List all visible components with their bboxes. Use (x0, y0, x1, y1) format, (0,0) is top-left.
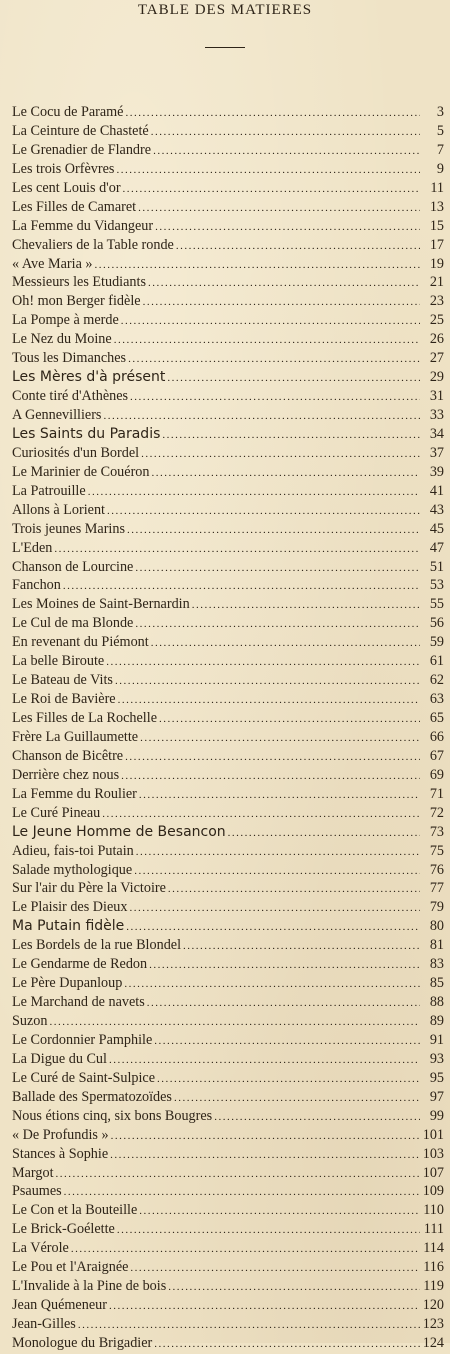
toc-entry (12, 482, 444, 501)
toc-entry-page: 93 (429, 1050, 444, 1067)
toc-entry-title: La Patrouille (12, 482, 86, 499)
dot-leader (162, 426, 420, 445)
toc-entry-page: 56 (429, 615, 444, 632)
dot-leader (71, 1240, 420, 1259)
table-of-contents (12, 103, 444, 1353)
toc-entry (12, 747, 444, 766)
toc-entry-page: 21 (429, 274, 444, 291)
toc-entry-page: 5 (436, 122, 444, 139)
toc-entry-page: 61 (429, 653, 444, 670)
toc-entry-title: Nous étions cinq, six bons Bougres (12, 1107, 213, 1124)
toc-entry-title: Le Bateau de Vits (12, 672, 113, 689)
toc-entry-title: Les Saints du Paradis (12, 425, 161, 442)
dot-leader (153, 142, 420, 161)
toc-entry-page: 45 (429, 520, 444, 537)
dot-leader (114, 331, 420, 350)
toc-entry-title: Monologue du Brigadier (12, 1334, 153, 1351)
toc-entry (12, 1220, 444, 1239)
toc-entry (12, 1088, 444, 1107)
dot-leader (130, 1259, 420, 1278)
toc-entry-page: 19 (429, 255, 444, 272)
toc-entry-page: 39 (429, 463, 444, 480)
toc-entry-page: 107 (422, 1164, 444, 1181)
toc-entry (12, 1126, 444, 1145)
dot-leader (121, 767, 420, 786)
toc-entry-title: Le Nez du Moine (12, 331, 112, 348)
dot-leader (151, 123, 420, 142)
toc-entry (12, 558, 444, 577)
toc-entry (12, 444, 444, 463)
toc-entry-page: 43 (429, 501, 444, 518)
dot-leader (128, 350, 420, 369)
toc-entry-page: 15 (429, 217, 444, 234)
toc-entry-page: 17 (429, 236, 444, 253)
toc-entry-title: A Gennevilliers (12, 407, 102, 423)
dot-leader (125, 748, 420, 767)
toc-entry (12, 217, 444, 236)
toc-entry-page: 81 (429, 937, 444, 954)
toc-entry (12, 179, 444, 198)
toc-entry-title: Allons à Lorient (12, 501, 105, 518)
toc-entry (12, 709, 444, 728)
toc-entry-title: Les trois Orfèvres (12, 160, 115, 177)
dot-leader (168, 880, 420, 899)
toc-entry (12, 1239, 444, 1258)
dot-leader (102, 805, 420, 824)
toc-entry (12, 255, 444, 274)
toc-entry (12, 330, 444, 349)
toc-entry (12, 993, 444, 1012)
dot-leader (174, 1089, 420, 1108)
toc-entry-page: 71 (429, 785, 444, 802)
dot-leader (64, 1183, 420, 1202)
toc-entry-page: 111 (423, 1221, 444, 1238)
toc-entry (12, 955, 444, 974)
dot-leader (116, 161, 420, 180)
toc-entry-title: Le Roi de Bavière (12, 691, 116, 708)
toc-entry-title: Tous les Dimanches (12, 350, 127, 367)
toc-entry-page: 110 (423, 1202, 444, 1219)
toc-entry-title: La Ceinture de Chasteté (12, 122, 149, 139)
toc-entry-page: 73 (429, 823, 444, 840)
toc-entry-page: 59 (429, 634, 444, 651)
dot-leader (123, 180, 420, 199)
toc-entry (12, 804, 444, 823)
toc-entry-title: Conte tiré d'Athènes (12, 388, 129, 405)
toc-entry-page: 75 (429, 842, 444, 859)
toc-entry (12, 406, 444, 425)
toc-entry-title: Messieurs les Etudiants (12, 274, 146, 291)
dot-leader (138, 199, 420, 218)
toc-entry-page: 77 (429, 880, 444, 897)
toc-entry-page: 101 (422, 1126, 444, 1143)
toc-entry-title: Les Moines de Saint-Bernardin (12, 596, 190, 613)
dot-leader (78, 1316, 420, 1335)
toc-entry (12, 917, 444, 936)
dot-leader (136, 843, 420, 862)
dot-leader (130, 388, 420, 407)
dot-leader (140, 729, 420, 748)
toc-entry-title: Chevaliers de la Table ronde (12, 236, 174, 253)
toc-entry-page: 80 (429, 918, 444, 935)
toc-entry (12, 652, 444, 671)
toc-entry-title: La Femme du Roulier (12, 785, 137, 802)
dot-leader (107, 502, 420, 521)
toc-entry (12, 728, 444, 747)
toc-entry (12, 936, 444, 955)
dot-leader (141, 445, 420, 464)
toc-entry-title: Le Con et la Bouteille (12, 1202, 138, 1219)
dot-leader (126, 918, 420, 937)
toc-entry-title: Salade mythologique (12, 861, 133, 878)
toc-entry-title: La Digue du Cul (12, 1050, 107, 1067)
toc-entry (12, 292, 444, 311)
toc-entry-page: 89 (429, 1013, 444, 1029)
toc-entry-title: En revenant du Piémont (12, 634, 149, 651)
toc-entry-title: Les cent Louis d'or (12, 179, 121, 196)
toc-entry-title: « Ave Maria » (12, 255, 93, 272)
toc-entry-title: Le Jeune Homme de Besancon (12, 823, 226, 840)
toc-entry-title: Trois jeunes Marins (12, 520, 125, 537)
dot-leader (124, 975, 420, 994)
dot-leader (147, 994, 420, 1013)
toc-entry-title: Le Pou et l'Araignée (12, 1259, 129, 1276)
toc-entry (12, 595, 444, 614)
toc-entry-title: Chanson de Lourcine (12, 558, 134, 575)
toc-entry (12, 520, 444, 539)
toc-entry (12, 141, 444, 160)
toc-entry-page: 123 (422, 1316, 444, 1332)
dot-leader (95, 256, 420, 275)
toc-entry (12, 103, 444, 122)
toc-entry (12, 614, 444, 633)
dot-leader (214, 1108, 420, 1127)
dot-leader (103, 407, 420, 426)
toc-entry-title: Curiosités d'un Bordel (12, 444, 140, 461)
toc-entry-title: Adieu, fais-toi Putain (12, 842, 134, 859)
toc-entry-title: La belle Biroute (12, 653, 105, 670)
dot-leader (129, 899, 420, 918)
dot-leader (106, 653, 420, 672)
dot-leader (139, 1202, 420, 1221)
toc-entry-title: Le Cordonnier Pamphile (12, 1031, 153, 1048)
toc-entry-title: « De Profundis » (12, 1126, 109, 1143)
toc-entry (12, 898, 444, 917)
toc-entry (12, 425, 444, 444)
dot-leader (176, 237, 420, 256)
dot-leader (54, 540, 420, 559)
dot-leader (149, 956, 420, 975)
dot-leader (118, 691, 420, 710)
toc-entry-title: Chanson de Bicêtre (12, 747, 124, 764)
toc-entry-page: 124 (422, 1334, 444, 1351)
toc-entry-title: Margot (12, 1164, 54, 1181)
toc-entry-page: 63 (429, 691, 444, 708)
dot-leader (152, 464, 421, 483)
dot-leader (88, 483, 420, 502)
toc-entry (12, 539, 444, 558)
toc-entry (12, 273, 444, 292)
toc-entry (12, 122, 444, 141)
dot-leader (157, 1070, 420, 1089)
dot-leader (135, 615, 420, 634)
dot-leader (109, 1051, 420, 1070)
toc-entry-title: Les Bordels de la rue Blondel (12, 937, 182, 954)
toc-entry-page: 55 (429, 596, 444, 613)
toc-entry-page: 66 (429, 728, 444, 745)
dot-leader (139, 786, 420, 805)
dot-leader (167, 369, 420, 388)
toc-entry-page: 25 (429, 312, 444, 329)
toc-entry-page: 27 (429, 350, 444, 367)
toc-entry (12, 198, 444, 217)
toc-entry (12, 785, 444, 804)
dot-leader (111, 1127, 420, 1146)
dot-leader (56, 1165, 420, 1184)
toc-entry (12, 690, 444, 709)
dot-leader (143, 293, 420, 312)
toc-entry-page: 62 (429, 672, 444, 689)
toc-entry-page: 120 (422, 1297, 444, 1314)
toc-entry-page: 103 (422, 1145, 444, 1162)
toc-entry (12, 311, 444, 330)
toc-entry-page: 13 (429, 198, 444, 215)
toc-entry-title: L'Invalide à la Pine de bois (12, 1278, 167, 1295)
dot-leader (159, 710, 420, 729)
dot-leader (135, 559, 420, 578)
dot-leader (110, 1146, 420, 1165)
toc-entry-page: 7 (436, 141, 444, 158)
toc-entry-title: Ma Putain fidèle (12, 918, 125, 935)
toc-entry (12, 766, 444, 785)
toc-entry-page: 47 (429, 539, 444, 556)
dot-leader (134, 862, 420, 881)
dot-leader (148, 274, 420, 293)
toc-entry-title: Le Plaisir des Dieux (12, 899, 128, 916)
toc-entry-page: 65 (429, 710, 444, 726)
toc-entry (12, 1031, 444, 1050)
toc-entry-page: 33 (429, 407, 444, 423)
toc-entry-page: 119 (423, 1278, 444, 1295)
dot-leader (125, 104, 420, 123)
toc-entry-title: Le Cocu de Paramé (12, 104, 124, 120)
toc-entry-page: 76 (429, 861, 444, 878)
toc-entry-page: 67 (429, 747, 444, 764)
toc-entry-page: 3 (436, 104, 444, 120)
toc-entry-title: La Vérole (12, 1240, 69, 1257)
dot-leader (154, 1335, 420, 1354)
toc-entry (12, 879, 444, 898)
toc-entry (12, 1050, 444, 1069)
dot-leader (154, 1032, 420, 1051)
toc-entry (12, 349, 444, 368)
toc-entry (12, 160, 444, 179)
toc-entry-title: La Pompe à merde (12, 312, 119, 329)
dot-leader (168, 1278, 420, 1297)
toc-entry (12, 633, 444, 652)
toc-entry-title: Suzon (12, 1013, 48, 1029)
toc-entry (12, 1296, 444, 1315)
toc-entry-title: Le Père Dupanloup (12, 975, 123, 992)
toc-entry-page: 114 (423, 1240, 444, 1257)
toc-entry (12, 1164, 444, 1183)
dot-leader (155, 218, 420, 237)
toc-entry (12, 861, 444, 880)
dot-leader (49, 1013, 420, 1032)
toc-entry (12, 501, 444, 520)
toc-entry-title: Stances à Sophie (12, 1145, 109, 1162)
toc-entry-page: 72 (429, 804, 444, 821)
toc-entry-page: 85 (429, 975, 444, 992)
toc-entry-page: 53 (429, 577, 444, 594)
dot-leader (121, 312, 420, 331)
dot-leader (127, 521, 420, 540)
toc-entry-title: Le Marinier de Couéron (12, 463, 150, 480)
toc-entry-page: 91 (429, 1031, 444, 1048)
toc-entry-page: 51 (429, 558, 444, 575)
toc-entry-title: Jean-Gilles (12, 1316, 76, 1332)
toc-entry (12, 671, 444, 690)
dot-leader (183, 937, 420, 956)
toc-entry (12, 1315, 444, 1334)
toc-entry-title: Psaumes (12, 1183, 62, 1200)
dot-leader (192, 596, 420, 615)
toc-entry (12, 368, 444, 387)
toc-entry-page: 26 (429, 331, 444, 348)
toc-entry-title: Derrière chez nous (12, 766, 120, 783)
dot-leader (109, 1297, 420, 1316)
toc-entry-title: Sur l'air du Père la Victoire (12, 880, 166, 897)
toc-entry-page: 31 (429, 388, 444, 405)
toc-entry-page: 37 (429, 444, 444, 461)
toc-entry-page: 116 (423, 1259, 444, 1276)
toc-entry (12, 463, 444, 482)
toc-entry-title: Le Grenadier de Flandre (12, 141, 152, 158)
toc-entry (12, 1277, 444, 1296)
toc-entry (12, 1258, 444, 1277)
toc-entry-title: Frère La Guillaumette (12, 728, 139, 745)
toc-entry (12, 1107, 444, 1126)
toc-entry-page: 97 (429, 1088, 444, 1105)
toc-entry-page: 109 (422, 1183, 444, 1200)
toc-entry (12, 387, 444, 406)
toc-entry-title: Oh! mon Berger fidèle (12, 293, 141, 310)
toc-entry-title: Jean Quémeneur (12, 1297, 107, 1314)
page-title: TABLE DES MATIERES (137, 2, 313, 18)
toc-entry-page: 34 (429, 425, 444, 442)
toc-entry (12, 1069, 444, 1088)
toc-entry-page: 95 (429, 1069, 444, 1086)
dot-leader (228, 824, 420, 843)
title-rule (205, 47, 245, 48)
toc-entry-title: Le Cul de ma Blonde (12, 615, 134, 632)
toc-entry-page: 29 (429, 369, 444, 386)
toc-entry-page: 88 (429, 994, 444, 1011)
toc-entry-title: Les Mères d'à présent (12, 369, 166, 386)
toc-entry-title: La Femme du Vidangeur (12, 217, 154, 234)
dot-leader (151, 634, 420, 653)
toc-entry-page: 69 (429, 766, 444, 783)
toc-entry-title: Fanchon (12, 577, 61, 594)
toc-entry-title: Le Gendarme de Redon (12, 956, 148, 973)
toc-entry (12, 1012, 444, 1031)
toc-entry (12, 1334, 444, 1353)
toc-entry-title: Les Filles de La Rochelle (12, 710, 157, 726)
toc-entry-page: 41 (429, 482, 444, 499)
toc-entry (12, 576, 444, 595)
toc-entry (12, 1182, 444, 1201)
toc-entry (12, 1145, 444, 1164)
toc-entry (12, 1201, 444, 1220)
toc-entry-page: 11 (430, 179, 444, 196)
toc-entry-page: 83 (429, 956, 444, 973)
toc-entry (12, 823, 444, 842)
toc-entry (12, 236, 444, 255)
toc-entry-title: L'Eden (12, 539, 53, 556)
dot-leader (115, 672, 420, 691)
dot-leader (117, 1221, 420, 1240)
toc-entry-title: Le Curé de Saint-Sulpice (12, 1069, 156, 1086)
dot-leader (63, 577, 420, 596)
toc-entry-title: Les Filles de Camaret (12, 198, 137, 215)
toc-entry-page: 99 (429, 1107, 444, 1124)
toc-entry (12, 974, 444, 993)
toc-entry-page: 79 (429, 899, 444, 916)
toc-entry-title: Le Curé Pineau (12, 804, 101, 821)
toc-entry-title: Ballade des Spermatozoïdes (12, 1088, 172, 1105)
toc-entry-title: Le Marchand de navets (12, 994, 145, 1011)
toc-entry-page: 9 (436, 160, 444, 177)
toc-entry-title: Le Brick-Goélette (12, 1221, 115, 1238)
toc-entry (12, 842, 444, 861)
toc-entry-page: 23 (429, 293, 444, 310)
